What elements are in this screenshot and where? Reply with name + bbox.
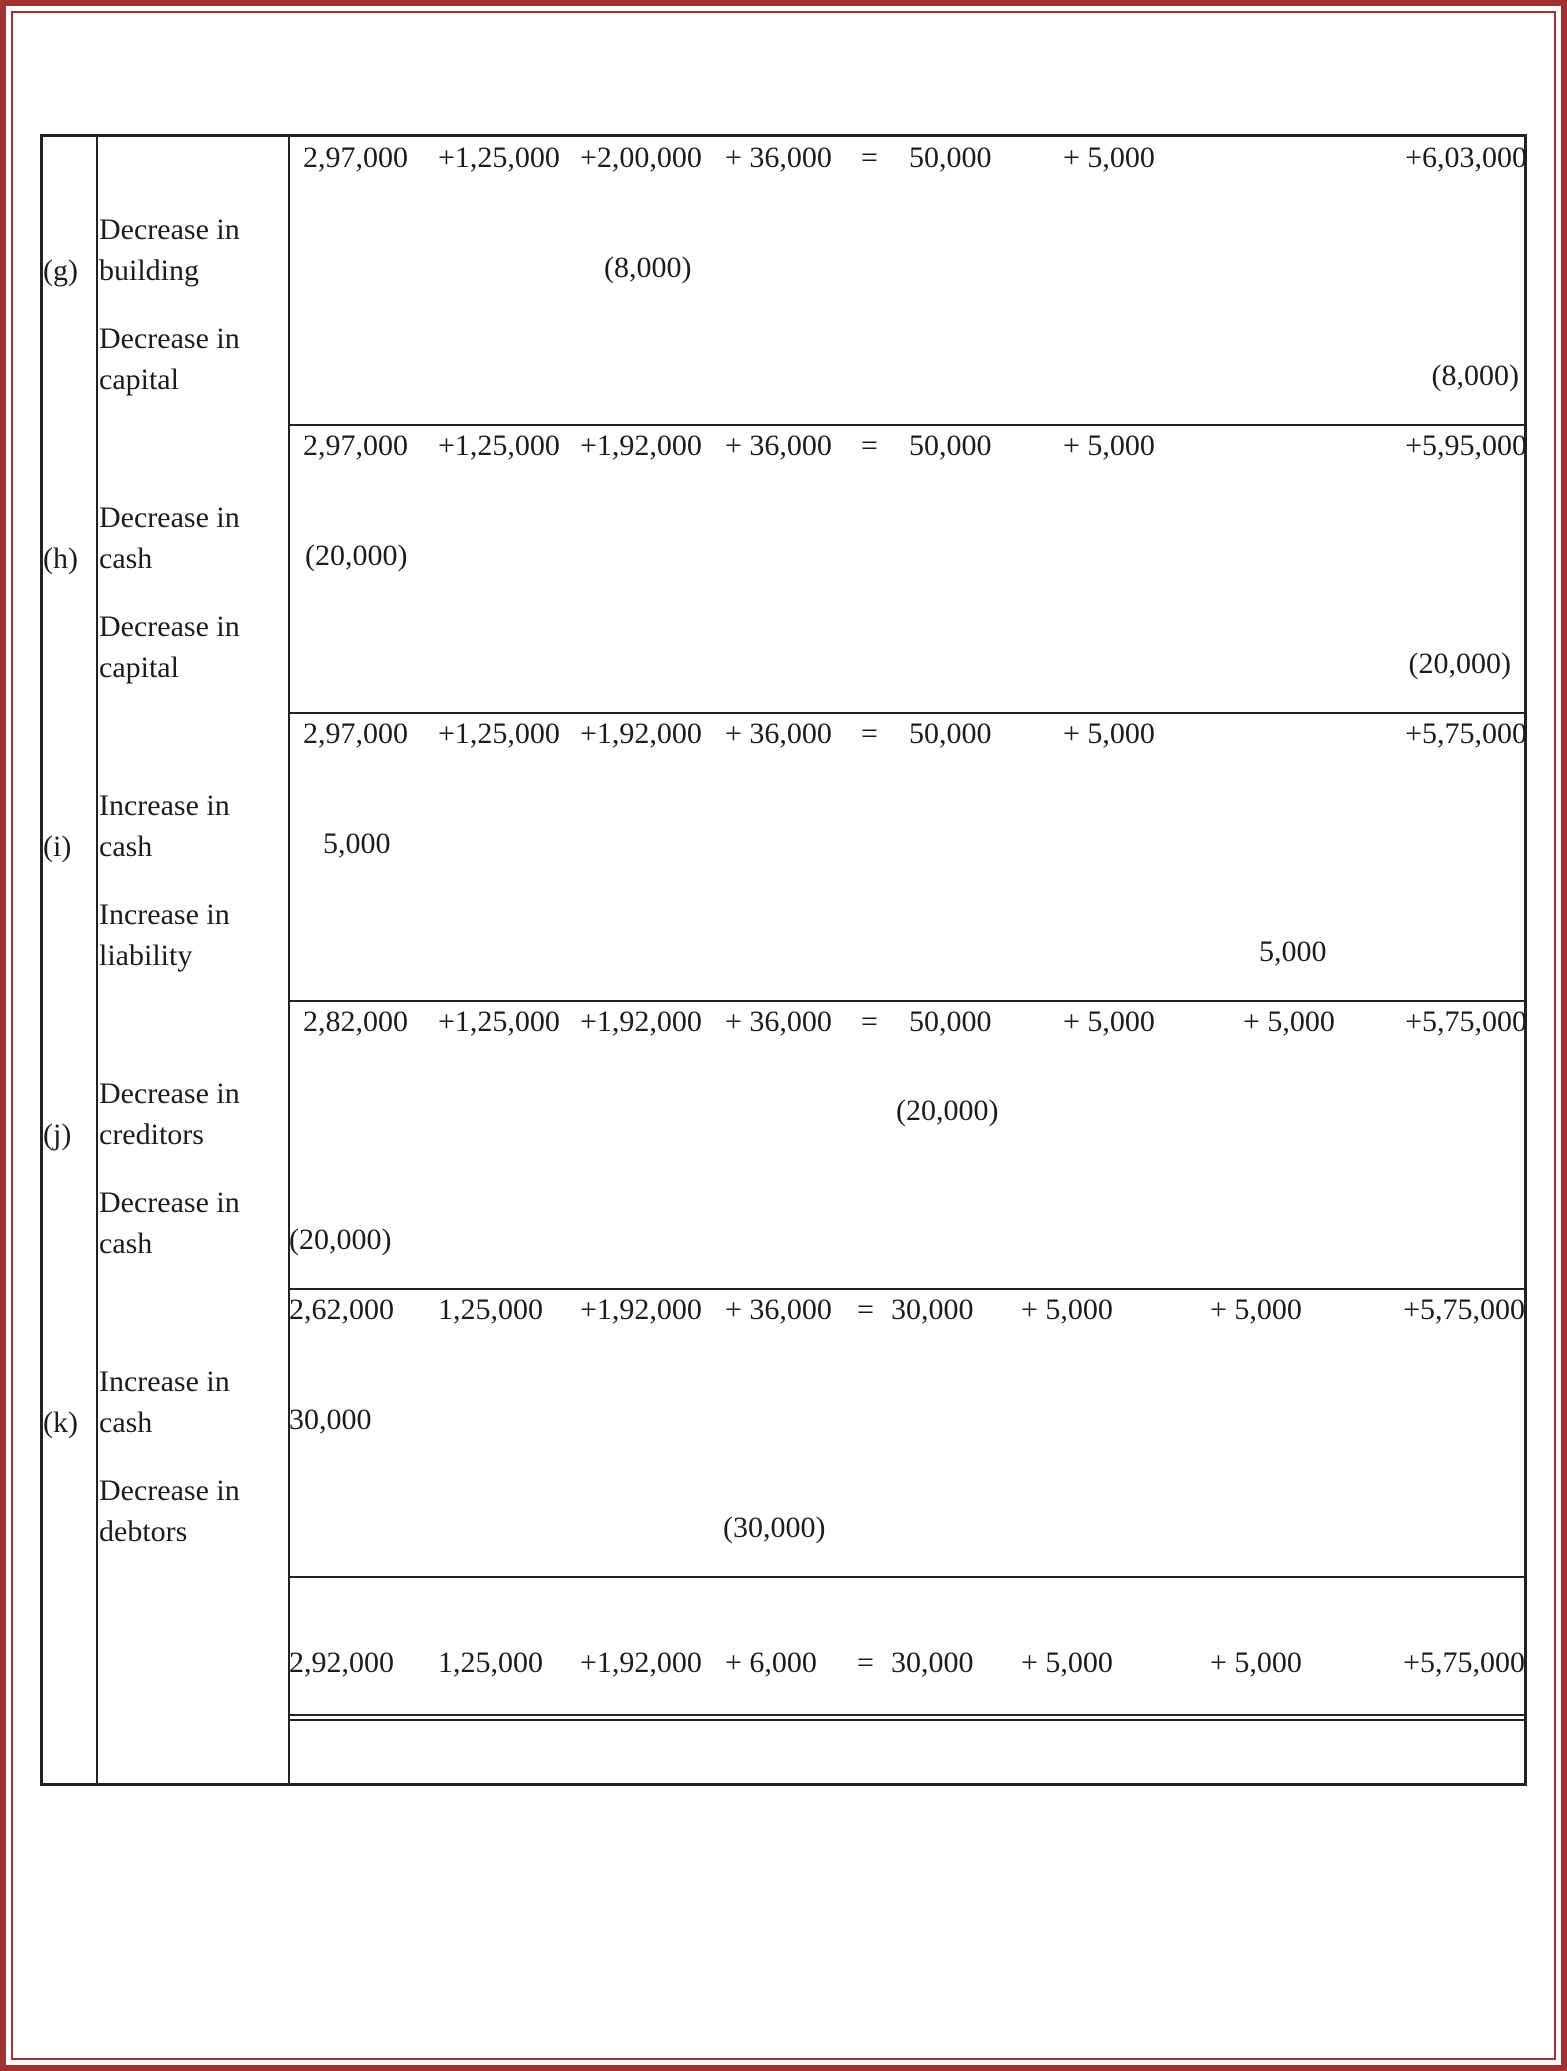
description-line: cash xyxy=(99,830,153,863)
balance-building: +1,92,000 xyxy=(580,429,702,462)
final-building: +1,92,000 xyxy=(580,1646,702,1679)
balance-creditors: 50,000 xyxy=(909,429,992,462)
description-line: capital xyxy=(99,651,179,684)
entry-liability: 5,000 xyxy=(1259,935,1327,968)
balance-cash: 2,97,000 xyxy=(303,141,408,174)
entry-creditors: (20,000) xyxy=(896,1094,999,1127)
accounting-equation-table xyxy=(40,134,1527,1786)
description-line: building xyxy=(99,254,200,287)
description-line: Decrease in xyxy=(99,213,240,246)
description-line: cash xyxy=(99,1406,153,1439)
balance-stock: + 36,000 xyxy=(725,429,832,462)
balance-bank-loan: + 5,000 xyxy=(1063,141,1155,174)
description-line: liability xyxy=(99,939,193,972)
equals-sign: = xyxy=(857,1293,874,1326)
entry-capital: (8,000) xyxy=(1431,359,1519,392)
balance-building: +1,92,000 xyxy=(580,717,702,750)
final-liability: + 5,000 xyxy=(1210,1646,1302,1679)
entry-capital: (20,000) xyxy=(1408,647,1511,680)
transaction-label: (j) xyxy=(43,1118,72,1151)
balance-cash: 2,97,000 xyxy=(303,429,408,462)
description-line: Increase in xyxy=(99,898,230,931)
equals-sign: = xyxy=(861,141,878,174)
row-divider-final xyxy=(288,1576,1524,1578)
balance-debtors: +1,25,000 xyxy=(438,1005,560,1038)
balance-stock: + 36,000 xyxy=(725,1005,832,1038)
total-double-rule-bottom xyxy=(288,1719,1524,1721)
description-line: Increase in xyxy=(99,1365,230,1398)
entry-debtors: (30,000) xyxy=(723,1511,826,1544)
description-line: Decrease in xyxy=(99,322,240,355)
transaction-label: (h) xyxy=(43,542,78,575)
divider-description-column xyxy=(288,137,290,1783)
equals-sign: = xyxy=(861,429,878,462)
entry-cash: 30,000 xyxy=(289,1403,372,1436)
balance-building: +1,92,000 xyxy=(580,1005,702,1038)
balance-bank-loan: + 5,000 xyxy=(1063,429,1155,462)
balance-creditors: 30,000 xyxy=(891,1293,974,1326)
entry-cash: 5,000 xyxy=(323,827,391,860)
balance-creditors: 50,000 xyxy=(909,1005,992,1038)
final-cash: 2,92,000 xyxy=(289,1646,394,1679)
final-capital: +5,75,000 xyxy=(1403,1646,1525,1679)
balance-cash: 2,62,000 xyxy=(289,1293,394,1326)
balance-stock: + 36,000 xyxy=(725,1293,832,1326)
balance-creditors: 50,000 xyxy=(909,141,992,174)
entry-building: (8,000) xyxy=(604,251,692,284)
balance-building: +1,92,000 xyxy=(580,1293,702,1326)
balance-debtors: +1,25,000 xyxy=(438,717,560,750)
balance-debtors: +1,25,000 xyxy=(438,141,560,174)
description-line: Decrease in xyxy=(99,1186,240,1219)
transaction-label: (i) xyxy=(43,830,72,863)
balance-stock: + 36,000 xyxy=(725,717,832,750)
divider-label-column xyxy=(96,137,98,1783)
equals-sign: = xyxy=(861,717,878,750)
final-bank-loan: + 5,000 xyxy=(1021,1646,1113,1679)
balance-capital: +5,75,000 xyxy=(1405,1005,1527,1038)
balance-cash: 2,97,000 xyxy=(303,717,408,750)
balance-capital: +5,95,000 xyxy=(1405,429,1527,462)
final-debtors: 1,25,000 xyxy=(438,1646,543,1679)
description-line: Decrease in xyxy=(99,610,240,643)
balance-stock: + 36,000 xyxy=(725,141,832,174)
description-line: Decrease in xyxy=(99,1077,240,1110)
balance-building: +2,00,000 xyxy=(580,141,702,174)
entry-cash: (20,000) xyxy=(305,539,408,572)
balance-bank-loan: + 5,000 xyxy=(1021,1293,1113,1326)
balance-liability: + 5,000 xyxy=(1243,1005,1335,1038)
equals-sign: = xyxy=(857,1646,874,1679)
description-line: Decrease in xyxy=(99,1474,240,1507)
balance-bank-loan: + 5,000 xyxy=(1063,717,1155,750)
description-line: Decrease in xyxy=(99,501,240,534)
description-line: creditors xyxy=(99,1118,204,1151)
transaction-label: (g) xyxy=(43,254,78,287)
final-creditors: 30,000 xyxy=(891,1646,974,1679)
total-double-rule-top xyxy=(288,1714,1524,1716)
description-line: cash xyxy=(99,542,153,575)
balance-bank-loan: + 5,000 xyxy=(1063,1005,1155,1038)
balance-cash: 2,82,000 xyxy=(303,1005,408,1038)
balance-debtors: 1,25,000 xyxy=(438,1293,543,1326)
entry-cash: (20,000) xyxy=(289,1223,392,1256)
transaction-label: (k) xyxy=(43,1406,78,1439)
balance-creditors: 50,000 xyxy=(909,717,992,750)
description-line: Increase in xyxy=(99,789,230,822)
balance-capital: +5,75,000 xyxy=(1405,717,1527,750)
balance-debtors: +1,25,000 xyxy=(438,429,560,462)
final-stock: + 6,000 xyxy=(725,1646,817,1679)
equals-sign: = xyxy=(861,1005,878,1038)
balance-capital: +6,03,000 xyxy=(1405,141,1527,174)
balance-liability: + 5,000 xyxy=(1210,1293,1302,1326)
description-line: cash xyxy=(99,1227,153,1260)
description-line: debtors xyxy=(99,1515,188,1548)
balance-capital: +5,75,000 xyxy=(1403,1293,1525,1326)
description-line: capital xyxy=(99,363,179,396)
